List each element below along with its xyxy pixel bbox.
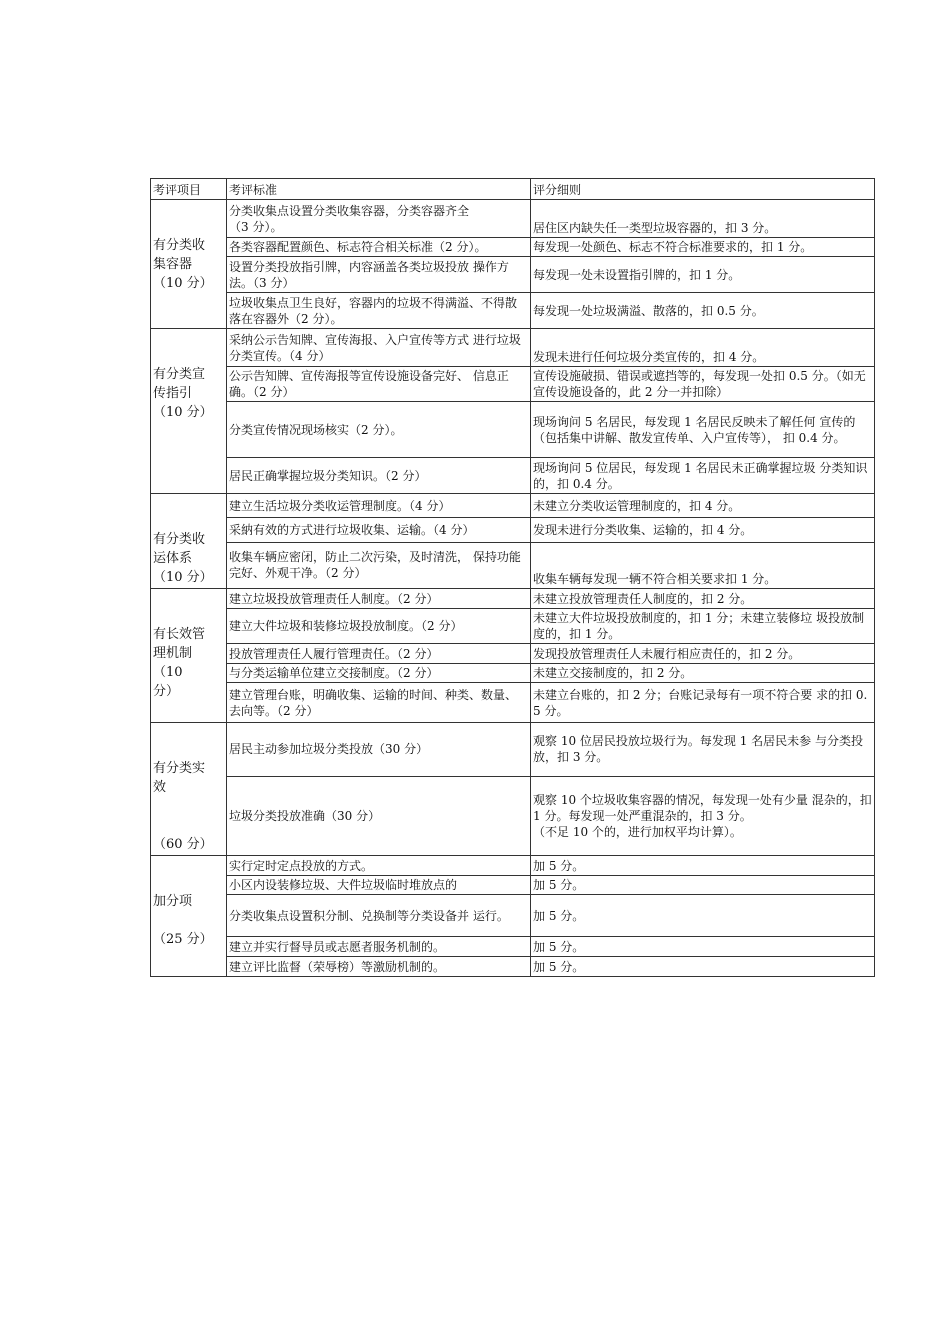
- standard-cell: 垃圾分类投放准确（30 分）: [227, 776, 531, 855]
- table-row: [151, 238, 875, 257]
- standard-cell: 分类收集点设置分类收集容器，分类容器齐全 （3 分）。: [227, 200, 531, 238]
- standard-cell: 收集车辆应密闭，防止二次污染，及时清洗， 保持功能完好、外观干净。（2 分）: [227, 542, 531, 588]
- standard-cell: 设置分类投放指引牌，内容涵盖各类垃圾投放 操作方法。（3 分）: [227, 257, 531, 293]
- table-row: [151, 200, 875, 238]
- standard-cell: 与分类运输单位建立交接制度。（2 分）: [227, 664, 531, 683]
- table-row: [151, 518, 875, 542]
- detail-cell: 加 5 分。: [531, 895, 875, 937]
- category-name: 有分类收 运体系 （10 分）: [151, 494, 227, 589]
- detail-cell: 观察 10 个垃圾收集容器的情况，每发现一处有少量 混杂的，扣 1 分。每发现一处严重混杂的，扣 3 分。 （不足 10 个的，进行加权平均计算）。: [531, 776, 875, 855]
- header-row: [151, 179, 875, 200]
- standard-cell: 实行定时定点投放的方式。: [227, 856, 531, 876]
- detail-cell: 未建立投放管理责任人制度的，扣 2 分。: [531, 589, 875, 609]
- category-name: 有分类收 集容器 （10 分）: [151, 200, 227, 329]
- table-row: [151, 776, 875, 855]
- standard-cell: 采纳公示告知牌、宣传海报、入户宣传等方式 进行垃圾分类宣传。（4 分）: [227, 329, 531, 367]
- detail-cell: 发现未进行任何垃圾分类宣传的，扣 4 分。: [531, 329, 875, 367]
- standard-cell: 投放管理责任人履行管理责任。（2 分）: [227, 644, 531, 664]
- detail-cell: 未建立大件垃圾投放制度的，扣 1 分；未建立装修垃 圾投放制度的，扣 1 分。: [531, 609, 875, 644]
- table-row: [151, 494, 875, 518]
- table-row: [151, 856, 875, 876]
- detail-cell: 每发现一处颜色、标志不符合标准要求的，扣 1 分。: [531, 238, 875, 257]
- standard-cell: 建立评比监督（荣辱榜）等激励机制的。: [227, 957, 531, 977]
- detail-cell: 加 5 分。: [531, 876, 875, 895]
- table-row: [151, 257, 875, 293]
- table-row: [151, 329, 875, 367]
- table-row: [151, 293, 875, 329]
- detail-cell: 收集车辆每发现一辆不符合相关要求扣 1 分。: [531, 542, 875, 588]
- table-row: [151, 723, 875, 777]
- standard-cell: 各类容器配置颜色、标志符合相关标准（2 分）。: [227, 238, 531, 257]
- detail-cell: 每发现一处垃圾满溢、散落的，扣 0.5 分。: [531, 293, 875, 329]
- standard-cell: 分类收集点设置积分制、兑换制等分类设备并 运行。: [227, 895, 531, 937]
- standard-cell: 建立管理台账，明确收集、运输的时间、种类、数量、去向等。（2 分）: [227, 683, 531, 723]
- table-row: [151, 683, 875, 723]
- standard-cell: 采納有效的方式进行垃圾收集、运输。（4 分）: [227, 518, 531, 542]
- standard-cell: 建立生活垃圾分类收运管理制度。（4 分）: [227, 494, 531, 518]
- detail-cell: 每发现一处未设置指引牌的，扣 1 分。: [531, 257, 875, 293]
- detail-cell: 宣传设施破损、错误或遮挡等的，每发现一处扣 0.5 分。（如无宣传设施设备的，此 2 分一并扣除）: [531, 367, 875, 402]
- standard-cell: 垃圾收集点卫生良好，容器内的垃圾不得满溢、不得散落在容器外（2 分）。: [227, 293, 531, 329]
- header-detail: 评分细则: [531, 179, 875, 200]
- standard-cell: 建立并实行督导员或志愿者服务机制的。: [227, 937, 531, 957]
- detail-cell: 观察 10 位居民投放垃圾行为。每发现 1 名居民未参 与分类投放，扣 3 分。: [531, 723, 875, 777]
- category-name: 加分项 （25 分）: [151, 856, 227, 977]
- detail-cell: 未建立分类收运管理制度的，扣 4 分。: [531, 494, 875, 518]
- detail-cell: 现场询问 5 位居民，每发现 1 名居民未正确掌握垃圾 分类知识的，扣 0.4 分。: [531, 458, 875, 494]
- standard-cell: 居民正确掌握垃圾分类知识。（2 分）: [227, 458, 531, 494]
- detail-cell: 发现投放管理责任人未履行相应责任的，扣 2 分。: [531, 644, 875, 664]
- standard-cell: 小区内设装修垃圾、大件垃圾临时堆放点的: [227, 876, 531, 895]
- table-row: [151, 895, 875, 937]
- standard-cell: 分类宣传情况现场核实（2 分）。: [227, 402, 531, 458]
- detail-cell: 加 5 分。: [531, 856, 875, 876]
- table-row: [151, 458, 875, 494]
- table-row: [151, 402, 875, 458]
- detail-cell: 居住区内缺失任一类型垃圾容器的，扣 3 分。: [531, 200, 875, 238]
- header-item: 考评项目: [151, 179, 227, 200]
- detail-cell: 现场询问 5 名居民，每发现 1 名居民反映未了解任何 宣传的（包括集中讲解、散发宣传单、入户宣传等）， 扣 0.4 分。: [531, 402, 875, 458]
- table-row: [151, 664, 875, 683]
- detail-cell: 加 5 分。: [531, 937, 875, 957]
- standard-cell: 建立大件垃圾和装修垃圾投放制度。（2 分）: [227, 609, 531, 644]
- table-row: [151, 542, 875, 588]
- standard-cell: 公示告知牌、宣传海报等宣传设施设备完好、 信息正确。（2 分）: [227, 367, 531, 402]
- table-row: [151, 644, 875, 664]
- standard-cell: 建立垃圾投放管理责任人制度。（2 分）: [227, 589, 531, 609]
- detail-cell: 发现未进行分类收集、运输的，扣 4 分。: [531, 518, 875, 542]
- header-standard: 考评标准: [227, 179, 531, 200]
- category-name: 有分类实 效 （60 分）: [151, 723, 227, 856]
- standard-cell: 居民主动参加垃圾分类投放（30 分）: [227, 723, 531, 777]
- table-row: [151, 609, 875, 644]
- evaluation-table: [150, 178, 875, 977]
- category-name: 有分类宣 传指引 （10 分）: [151, 329, 227, 494]
- category-name: 有长效管 理机制 （10 分）: [151, 589, 227, 723]
- table-row: [151, 589, 875, 609]
- table-row: [151, 937, 875, 957]
- detail-cell: 未建立台账的，扣 2 分；台账记录每有一项不符合要 求的扣 0.5 分。: [531, 683, 875, 723]
- detail-cell: 加 5 分。: [531, 957, 875, 977]
- table-row: [151, 876, 875, 895]
- table-row: [151, 957, 875, 977]
- table-row: [151, 367, 875, 402]
- detail-cell: 未建立交接制度的，扣 2 分。: [531, 664, 875, 683]
